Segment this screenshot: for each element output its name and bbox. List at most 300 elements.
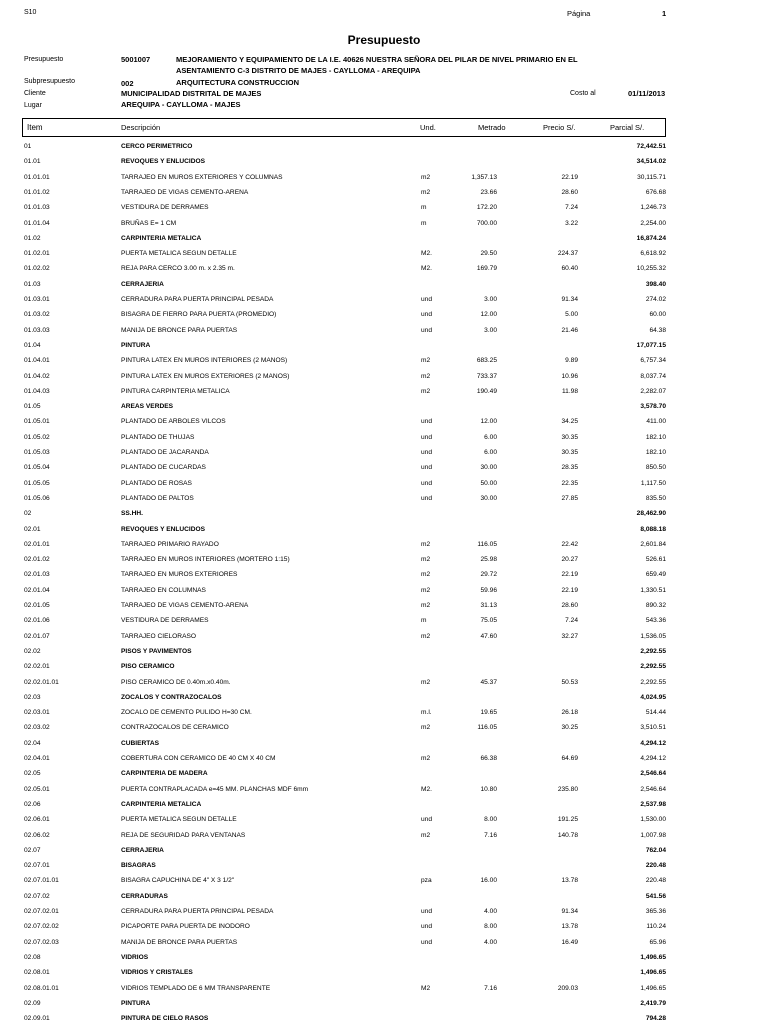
cell-desc: MANIJA DE BRONCE PARA PUERTAS [121,938,238,946]
cell-desc: PUERTA METALICA SEGUN DETALLE [121,250,237,258]
cell-desc: BISAGRA CAPUCHINA DE 4" X 3 1/2" [121,877,235,885]
cell-item: 01.03.02 [24,311,50,319]
cell-und: m2 [421,357,431,365]
cell-item: 01.04.03 [24,387,50,395]
table-row [0,293,768,308]
page-label: Página [567,9,591,18]
cell-item: 01.04.01 [24,357,50,365]
cell-item: 02.07.01.01 [24,877,59,885]
cell-metrado: 47.60 [480,632,497,640]
cell-precio: 7.24 [565,617,578,625]
cell-metrado: 29.72 [480,571,497,579]
cell-item: 01.05.02 [24,433,50,441]
cell-parcial: 220.48 [645,877,666,885]
cell-metrado: 683.25 [476,357,497,365]
cell-metrado: 66.38 [480,755,497,762]
cell-item: 02.05 [24,770,41,778]
cell-item: 01.01.03 [24,204,50,212]
cell-desc: SS.HH. [121,510,143,518]
cell-desc: PISO CERAMICO DE 0.40m.x0.40m. [121,678,231,686]
cell-precio: 91.34 [561,296,578,303]
cell-item: 02.01.02 [24,556,50,564]
cell-parcial: 3,510.51 [640,724,666,732]
cell-parcial: 2,254.00 [640,219,666,227]
table-row [0,155,768,170]
table-row [0,339,768,354]
cell-und: m2 [421,602,431,609]
table-row [0,936,768,951]
cell-parcial: 1,246.73 [640,204,666,212]
cell-und: m2 [421,632,431,640]
cell-item: 02.06.01 [24,816,50,824]
table-row [0,477,768,492]
cell-desc: COBERTURA CON CERAMICO DE 40 CM X 40 CM [121,755,276,762]
cell-precio: 30.25 [561,724,578,732]
cell-desc: TARRAJEO PRIMARIO RAYADO [121,540,219,548]
cell-precio: 16.49 [561,938,578,946]
table-row [0,721,768,736]
cell-precio: 20.27 [561,556,578,564]
cell-metrado: 45.37 [480,678,497,686]
table-row [0,767,768,782]
cell-item: 01.05.05 [24,479,50,487]
cell-desc: CERRAJERIA [121,846,164,854]
cell-desc: VIDRIOS [121,953,149,961]
table-row [0,568,768,583]
cell-und: und [421,938,433,946]
table-row [0,354,768,369]
cell-und: m2 [421,586,431,594]
cell-desc: PLANTADO DE ARBOLES VILCOS [121,418,226,426]
cell-und: und [421,433,433,441]
cell-precio: 22.35 [561,479,578,487]
table-row [0,706,768,721]
cell-precio: 3.22 [565,219,578,227]
cell-parcial: 850.50 [645,464,666,472]
cell-precio: 140.78 [557,831,578,839]
col-header-descripcion: Descripción [121,123,161,132]
table-row [0,553,768,568]
cell-parcial: 220.48 [645,862,666,870]
cell-und: pza [421,877,432,885]
table-row [0,966,768,981]
cell-und: m2 [421,556,431,564]
cell-parcial: 411.00 [646,418,666,426]
table-row [0,370,768,385]
cell-desc: REVOQUES Y ENLUCIDOS [121,525,206,533]
cell-parcial: 2,546.64 [640,770,666,778]
cell-desc: CARPINTERIA DE MADERA [121,770,208,778]
cell-parcial: 4,024.95 [640,693,666,701]
table-row [0,400,768,415]
cell-parcial: 398.40 [645,280,666,288]
cell-desc: TARRAJEO EN MUROS INTERIORES (MORTERO 1:15) [121,556,290,564]
cell-parcial: 72,442.51 [636,143,666,150]
table-row [0,676,768,691]
cell-item: 01.02.02 [24,265,50,273]
cell-parcial: 65.96 [649,938,666,946]
cell-item: 02.07.02.01 [24,908,59,915]
cell-desc: VESTIDURA DE DERRAMES [121,204,209,212]
table-row [0,691,768,706]
cell-parcial: 2,292.55 [640,663,666,671]
cell-metrado: 8.00 [484,923,497,931]
cell-parcial: 60.00 [649,311,666,319]
cell-und: M2. [421,785,432,793]
subpresupuesto-desc: ARQUITECTURA CONSTRUCCION [176,78,300,87]
cell-und: m.l. [421,709,432,717]
cell-item: 01.02.01 [24,250,50,258]
cliente-label: Cliente [24,90,46,97]
table-row [0,1012,768,1027]
table-row [0,920,768,935]
cell-precio: 28.60 [561,188,578,196]
cell-precio: 22.42 [561,540,578,548]
table-row [0,798,768,813]
cell-metrado: 30.00 [480,464,497,472]
cell-metrado: 12.00 [480,418,497,426]
cell-desc: CONTRAZOCALOS DE CERAMICO [121,724,229,732]
cell-und: M2. [421,265,432,273]
table-row [0,829,768,844]
cell-precio: 13.78 [561,877,578,885]
cell-metrado: 10.80 [480,785,497,793]
cell-metrado: 172.20 [476,204,497,212]
cell-und: m2 [421,540,431,548]
cell-item: 02.09.01 [24,1015,50,1023]
cell-und: M2 [421,984,431,992]
cell-metrado: 6.00 [484,433,497,441]
table-row [0,278,768,293]
cell-desc: PISO CERAMICO [121,663,175,671]
table-row [0,752,768,767]
cell-precio: 10.96 [561,372,578,380]
cell-desc: VIDRIOS TEMPLADO DE 6 MM TRANSPARENTE [121,984,271,992]
cell-precio: 60.40 [561,265,578,273]
cell-und: m2 [421,831,431,839]
cell-desc: PINTURA [121,341,151,349]
cell-precio: 11.98 [561,387,578,395]
cell-item: 01.04.02 [24,372,50,380]
cell-desc: PUERTA METALICA SEGUN DETALLE [121,816,237,824]
cell-item: 02.01.06 [24,617,50,625]
cell-metrado: 4.00 [484,908,497,915]
cell-precio: 9.89 [565,357,578,365]
cell-und: und [421,464,433,472]
cell-parcial: 1,117.50 [640,479,666,487]
table-row [0,645,768,660]
cell-metrado: 3.00 [484,326,497,334]
cell-item: 02.01.03 [24,571,50,579]
lugar-label: Lugar [24,102,42,109]
cell-precio: 191.25 [557,816,578,824]
cell-parcial: 1,530.00 [640,816,666,824]
cell-und: und [421,449,433,456]
cell-und: M2. [421,250,432,258]
cell-parcial: 2,292.55 [640,647,666,655]
cell-desc: TARRAJEO DE VIGAS CEMENTO-ARENA [121,602,249,609]
report-code: S10 [24,9,37,16]
cell-parcial: 365.36 [645,908,666,915]
cell-und: und [421,923,433,931]
cell-item: 01.05.03 [24,449,50,456]
cell-desc: CERCO PERIMETRICO [121,143,193,150]
cell-parcial: 3,578.70 [640,403,666,411]
cell-parcial: 1,496.65 [640,984,666,992]
cell-desc: TARRAJEO EN MUROS EXTERIORES Y COLUMNAS [121,173,283,181]
cell-desc: CARPINTERIA METALICA [121,800,202,808]
cell-und: m [421,204,427,212]
cell-parcial: 4,294.12 [640,739,666,747]
subpresupuesto-label: Subpresupuesto [24,78,75,85]
cell-parcial: 514.44 [645,709,666,717]
cell-desc: PLANTADO DE ROSAS [121,479,192,487]
cell-item: 02.03.02 [24,724,50,732]
cell-item: 01.01.02 [24,188,50,196]
cell-item: 01.01.04 [24,219,50,227]
cell-metrado: 700.00 [476,219,497,227]
cell-desc: CERRADURAS [121,892,168,900]
cell-desc: PLANTADO DE THUJAS [121,433,195,441]
cell-metrado: 19.65 [480,709,497,717]
presupuesto-desc-line2: ASENTAMIENTO C-3 DISTRITO DE MAJES - CAYLLOMA - AREQUIPA [176,66,421,75]
cell-precio: 5.00 [565,311,578,319]
cell-desc: PLANTADO DE PALTOS [121,494,194,502]
table-row [0,461,768,476]
cell-item: 02 [24,510,32,518]
cell-precio: 30.35 [561,449,578,456]
cell-item: 02.04 [24,739,41,747]
cell-parcial: 2,292.55 [640,678,666,686]
cell-precio: 22.19 [561,586,578,594]
cell-parcial: 2,546.64 [640,785,666,793]
table-row [0,538,768,553]
table-row [0,951,768,966]
cell-desc: PINTURA LATEX EN MUROS EXTERIORES (2 MANOS) [121,372,290,380]
cell-metrado: 169.79 [476,265,497,273]
table-row [0,874,768,889]
cell-precio: 26.18 [561,709,578,717]
cell-parcial: 2,601.84 [640,540,666,548]
cell-item: 02.02.01.01 [24,678,59,686]
table-row [0,905,768,920]
cell-parcial: 64.38 [649,326,666,334]
cell-parcial: 762.04 [645,846,666,854]
cell-item: 02.07.02.02 [24,923,59,931]
cell-parcial: 543.36 [645,617,666,625]
cell-precio: 7.24 [565,204,578,212]
cell-metrado: 12.00 [480,311,497,319]
cell-metrado: 190.49 [476,387,497,395]
cell-und: und [421,418,433,426]
cell-parcial: 8,088.18 [640,525,666,533]
cell-desc: BISAGRA DE FIERRO PARA PUERTA (PROMEDIO) [121,311,277,319]
cell-precio: 209.03 [557,984,578,992]
cell-item: 01.03.03 [24,326,50,334]
cell-item: 02.07 [24,846,41,854]
cell-und: m2 [421,755,431,762]
cell-und: m2 [421,387,431,395]
cell-metrado: 1,357.13 [471,173,497,181]
costo-label: Costo al [570,90,596,97]
cell-item: 01 [24,143,32,150]
cell-metrado: 4.00 [484,938,497,946]
cell-desc: BRUÑAS E= 1 CM [121,219,177,227]
cell-item: 02.07.01 [24,862,50,870]
cell-metrado: 29.50 [480,250,497,258]
cell-item: 02.06 [24,800,41,808]
cell-item: 02.02.01 [24,663,50,671]
cell-desc: TARRAJEO DE VIGAS CEMENTO-ARENA [121,188,249,196]
cell-parcial: 182.10 [645,449,666,456]
table-row [0,171,768,186]
cell-item: 02.09 [24,999,41,1007]
cell-metrado: 8.00 [484,816,497,824]
cell-item: 02.03 [24,693,41,701]
table-row [0,324,768,339]
table-row [0,140,768,155]
presupuesto-desc-line1: MEJORAMIENTO Y EQUIPAMIENTO DE LA I.E. 40626 NUESTRA SEÑORA DEL PILAR DE NIVEL PRIMARIO EN EL [176,55,578,64]
cell-precio: 50.53 [561,678,578,686]
cliente-value: MUNICIPALIDAD DISTRITAL DE MAJES [121,89,262,98]
cell-precio: 34.25 [561,418,578,426]
cell-parcial: 182.10 [645,433,666,441]
table-row [0,813,768,828]
cell-desc: BISAGRAS [121,862,156,870]
cell-precio: 224.37 [557,250,578,258]
cell-item: 02.05.01 [24,785,50,793]
cell-precio: 64.69 [561,755,578,762]
presupuesto-code: 5001007 [121,55,151,64]
col-header-und: Und. [420,123,436,132]
cell-desc: CERRADURA PARA PUERTA PRINCIPAL PESADA [121,908,274,915]
cell-parcial: 794.28 [645,1015,666,1023]
cell-metrado: 733.37 [476,372,497,380]
cell-metrado: 23.66 [480,188,497,196]
table-row [0,247,768,262]
cell-und: und [421,326,433,334]
cell-item: 02.01.07 [24,632,50,640]
cell-item: 02.06.02 [24,831,50,839]
col-header-item: Item [27,123,43,132]
table-row [0,737,768,752]
table-row [0,201,768,216]
cell-und: und [421,494,433,502]
cell-item: 02.01.01 [24,540,50,548]
table-row [0,614,768,629]
cell-item: 02.08.01.01 [24,984,59,992]
cell-desc: TARRAJEO EN MUROS EXTERIORES [121,571,238,579]
table-row [0,599,768,614]
cell-item: 02.04.01 [24,755,50,762]
cell-metrado: 116.05 [477,540,497,548]
cell-desc: PINTURA DE CIELO RASOS [121,1015,209,1023]
lugar-value: AREQUIPA - CAYLLOMA - MAJES [121,100,241,109]
table-row [0,584,768,599]
cell-item: 02.08 [24,953,41,961]
col-header-precio: Precio S/. [543,123,576,132]
cell-precio: 22.19 [561,571,578,579]
cell-parcial: 526.61 [645,556,666,564]
cell-desc: REJA PARA CERCO 3.00 m. x 2.35 m. [121,265,235,273]
cell-desc: REVOQUES Y ENLUCIDOS [121,158,206,166]
cell-precio: 28.35 [561,464,578,472]
cell-desc: ZOCALOS Y CONTRAZOCALOS [121,693,222,701]
presupuesto-label: Presupuesto [24,56,64,63]
table-row [0,890,768,905]
table-row [0,431,768,446]
cell-item: 02.03.01 [24,709,50,717]
cell-parcial: 1,496.65 [640,969,666,977]
cell-parcial: 1,330.51 [640,586,666,594]
cell-parcial: 8,037.74 [640,372,666,380]
cell-desc: MANIJA DE BRONCE PARA PUERTAS [121,326,238,334]
cell-item: 01.03.01 [24,296,50,303]
cell-parcial: 1,536.05 [640,632,666,640]
cell-metrado: 16.00 [480,877,497,885]
cell-metrado: 7.16 [484,984,497,992]
table-row [0,385,768,400]
cell-precio: 32.27 [561,632,578,640]
table-row [0,844,768,859]
cell-desc: TARRAJEO CIELORASO [121,632,196,640]
cell-metrado: 31.13 [480,602,497,609]
cell-desc: AREAS VERDES [121,403,174,411]
table-row [0,523,768,538]
cell-desc: ZOCALO DE CEMENTO PULIDO H=30 CM. [121,709,252,717]
cell-parcial: 2,419.79 [640,999,666,1007]
cell-und: m2 [421,173,431,181]
cell-parcial: 676.68 [645,188,666,196]
cell-parcial: 28,462.90 [636,510,666,518]
page-number: 1 [662,9,667,18]
table-row [0,232,768,247]
cell-desc: PINTURA LATEX EN MUROS INTERIORES (2 MANOS) [121,357,288,365]
cell-parcial: 17,077.15 [636,341,666,349]
cell-item: 01.05.06 [24,494,50,502]
cell-und: m2 [421,571,431,579]
table-row [0,997,768,1012]
cell-parcial: 659.49 [645,571,666,579]
cell-parcial: 890.32 [645,602,666,609]
table-row [0,507,768,522]
cell-precio: 235.80 [557,785,578,793]
cell-und: m2 [421,188,431,196]
cell-metrado: 30.00 [480,494,497,502]
col-header-metrado: Metrado [478,123,506,132]
cell-item: 01.05.01 [24,418,50,426]
cell-desc: CARPINTERIA METALICA [121,234,202,242]
cell-desc: PLANTADO DE JACARANDA [121,449,209,456]
cell-item: 02.07.02 [24,892,50,900]
cell-parcial: 6,618.92 [640,250,666,258]
cell-parcial: 1,007.98 [640,831,666,839]
cell-und: und [421,816,433,824]
cell-precio: 27.85 [561,494,578,502]
col-header-parcial: Parcial S/. [610,123,645,132]
cell-desc: PINTURA [121,999,151,1007]
cell-item: 02.07.02.03 [24,938,59,946]
cell-parcial: 274.02 [645,296,666,303]
cell-und: und [421,311,433,319]
cell-item: 02.01.05 [24,602,50,609]
cell-parcial: 1,496.65 [640,953,666,961]
cell-precio: 22.19 [561,173,578,181]
cell-und: m2 [421,678,431,686]
cell-item: 02.02 [24,647,41,655]
cell-precio: 21.46 [561,326,578,334]
cell-item: 01.03 [24,280,41,288]
